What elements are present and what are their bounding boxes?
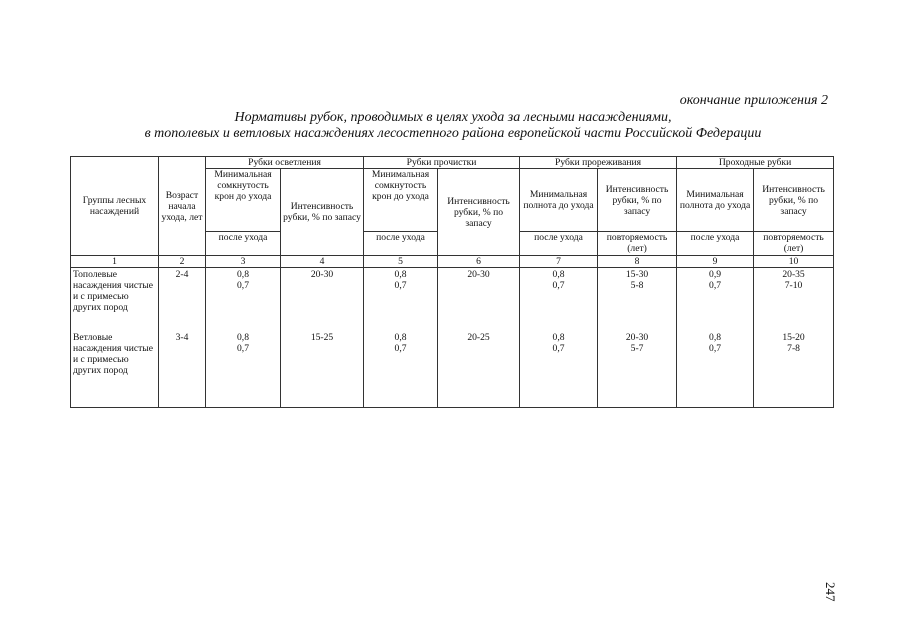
header-c3-bottom: после ухода [206, 232, 281, 256]
column-number: 7 [520, 256, 598, 268]
value-before: 0,8 [552, 332, 565, 343]
header-c7-top: Минимальная полнота до ухода [520, 169, 598, 232]
value-after: 0,7 [552, 280, 565, 291]
c3-cell [206, 331, 281, 408]
value-after: 0,7 [237, 280, 249, 291]
value-before: 0,8 [237, 269, 249, 280]
value-after: 0,7 [394, 343, 407, 354]
value-after: 0,7 [237, 343, 249, 354]
column-number: 10 [754, 256, 834, 268]
header-section-clearing: Рубки осветления [206, 157, 364, 169]
table-row [71, 268, 834, 331]
column-number: 3 [206, 256, 281, 268]
value-after: 0,7 [394, 280, 407, 291]
column-number: 2 [159, 256, 206, 268]
value-after: 0,7 [552, 343, 565, 354]
column-number: 6 [438, 256, 520, 268]
age-cell: 2-4 [159, 268, 206, 331]
group-cell: Тополевые насаждения чистые и с примесью других пород [71, 268, 159, 331]
column-number: 9 [677, 256, 754, 268]
c8-cell [598, 331, 677, 408]
c9-cell [677, 331, 754, 408]
column-number: 8 [598, 256, 677, 268]
c4-cell: 20-30 [281, 268, 364, 331]
header-c9-bottom: после ухода [677, 232, 754, 256]
column-number: 1 [71, 256, 159, 268]
header-age-col: Возраст начала ухода, лет [159, 157, 206, 256]
c6-cell: 20-25 [438, 331, 520, 408]
header-section-cleaning: Рубки прочистки [364, 157, 520, 169]
c9-cell [677, 268, 754, 331]
value-before: 0,8 [394, 269, 407, 280]
value-intensity: 20-30 [625, 332, 649, 343]
header-c9-top: Минимальная полнота до ухода [677, 169, 754, 232]
header-section-passing: Проходные рубки [677, 157, 834, 169]
header-c3-top: Минимальная сомкнутость крон до ухода [206, 169, 281, 232]
title-line-2: в тополевых и ветловых насаждениях лесостепного района европейской части Российской Федерации [144, 126, 762, 141]
c8-cell [598, 268, 677, 331]
header-c4: Интенсивность рубки, % по запасу [281, 169, 364, 256]
age-cell: 3-4 [159, 331, 206, 408]
title-line-1: Нормативы рубок, проводимых в целях ухода за лесными насаждениями, [234, 110, 672, 125]
value-before: 0,8 [237, 332, 249, 343]
header-c5-top: Минимальная сомкнутость крон до ухода [364, 169, 438, 232]
c5-cell [364, 331, 438, 408]
c5-cell [364, 268, 438, 331]
value-intensity: 15-30 [625, 269, 649, 280]
c7-cell [520, 268, 598, 331]
header-c7-bottom: после ухода [520, 232, 598, 256]
column-number-row [71, 256, 834, 268]
header-c5-bottom: после ухода [364, 232, 438, 256]
table-row [71, 331, 834, 408]
c10-cell [754, 268, 834, 331]
header-group-col: Группы лесных насаждений [71, 157, 159, 256]
header-section-thinning: Рубки прореживания [520, 157, 677, 169]
appendix-note: окончание приложения 2 [679, 93, 828, 108]
c10-cell [754, 331, 834, 408]
header-c8-bottom: повторяемость (лет) [598, 232, 677, 256]
page-number: 247 [823, 582, 838, 602]
value-before: 0,9 [709, 269, 722, 280]
header-c8-top: Интенсивность рубки, % по запасу [598, 169, 677, 232]
header-c10-top: Интенсивность рубки, % по запасу [754, 169, 834, 232]
column-number: 5 [364, 256, 438, 268]
header-c10-bottom: повторяемость (лет) [754, 232, 834, 256]
header-c6: Интенсивность рубки, % по запасу [438, 169, 520, 256]
section-header-row [71, 157, 834, 169]
value-before: 0,8 [552, 269, 565, 280]
column-number: 4 [281, 256, 364, 268]
value-before: 0,8 [394, 332, 407, 343]
value-repeat: 7-10 [784, 280, 803, 291]
felling-norms-table [70, 156, 834, 408]
c7-cell [520, 331, 598, 408]
value-after: 0,7 [709, 343, 722, 354]
value-before: 0,8 [709, 332, 722, 343]
value-intensity: 15-20 [782, 332, 805, 343]
value-intensity: 20-35 [782, 269, 805, 280]
value-repeat: 5-7 [630, 343, 644, 354]
value-repeat: 7-8 [787, 343, 800, 354]
value-repeat: 5-8 [630, 280, 644, 291]
group-cell: Ветловые насаждения чистые и с примесью других пород [71, 331, 159, 408]
c4-cell: 15-25 [281, 331, 364, 408]
value-after: 0,7 [709, 280, 722, 291]
document-title [60, 110, 846, 142]
c3-cell [206, 268, 281, 331]
c6-cell: 20-30 [438, 268, 520, 331]
